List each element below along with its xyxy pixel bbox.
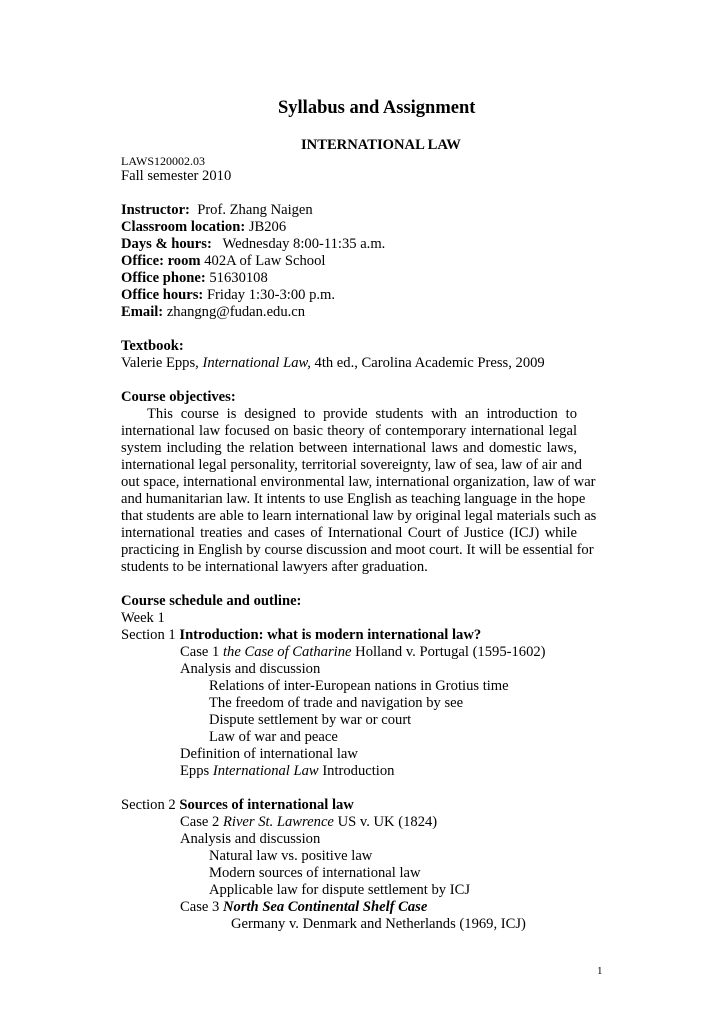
case-2-name: River St. Lawrence bbox=[222, 814, 334, 830]
epps-reading-line bbox=[180, 763, 394, 780]
objectives-line-1: This course is designed to provide students with an introduction to bbox=[147, 406, 577, 422]
classroom-label: Classroom location: bbox=[121, 219, 246, 235]
instructor-value: Prof. Zhang Naigen bbox=[197, 202, 313, 218]
objectives-line-2: international law focused on basic theory of contemporary international legal bbox=[121, 423, 577, 439]
phone-line bbox=[121, 270, 268, 287]
schedule-heading: Course schedule and outline: bbox=[121, 593, 302, 609]
analysis-1-item: Relations of inter-European nations in Grotius time bbox=[209, 678, 509, 694]
case-3-line bbox=[180, 899, 427, 916]
case-3-parties: Germany v. Denmark and Netherlands (1969, ICJ) bbox=[231, 916, 526, 932]
objectives-line-4: international legal personality, territorial sovereignty, law of sea, law of air and bbox=[121, 457, 582, 473]
case-3-name: North Sea Continental Shelf Case bbox=[222, 899, 428, 915]
case-3-label: Case 3 bbox=[180, 899, 220, 915]
textbook-line bbox=[121, 355, 545, 372]
definition-line: Definition of international law bbox=[180, 746, 358, 762]
page-number: 1 bbox=[597, 965, 603, 977]
classroom-value: JB206 bbox=[248, 219, 287, 235]
case-1-name: the Case of Catharine bbox=[222, 644, 352, 660]
textbook-details: 4th ed., Carolina Academic Press, 2009 bbox=[314, 355, 545, 371]
objectives-line-7: that students are able to learn international law by original legal materials such as bbox=[121, 508, 597, 524]
office-hours-label: Office hours: bbox=[121, 287, 204, 303]
section-1-title: Introduction: what is modern international law? bbox=[179, 627, 482, 643]
case-1-parties: Holland v. Portugal (1595-1602) bbox=[355, 644, 546, 660]
course-code: LAWS120002.03 bbox=[121, 154, 206, 168]
days-value: Wednesday 8:00-11:35 a.m. bbox=[222, 236, 386, 252]
objectives-line-8: international treaties and cases of International Court of Justice (ICJ) while bbox=[121, 525, 577, 541]
textbook-author: Valerie Epps, bbox=[121, 355, 199, 371]
office-value: 402A of Law School bbox=[204, 253, 326, 269]
course-subtitle: INTERNATIONAL LAW bbox=[301, 137, 461, 153]
email-label: Email: bbox=[121, 304, 164, 320]
email-line bbox=[121, 304, 305, 321]
phone-label: Office phone: bbox=[121, 270, 206, 286]
days-line bbox=[121, 236, 385, 253]
phone-value: 51630108 bbox=[209, 270, 268, 286]
analysis-2-item: Natural law vs. positive law bbox=[209, 848, 373, 864]
analysis-1: Analysis and discussion bbox=[180, 661, 321, 677]
analysis-1-item: Law of war and peace bbox=[209, 729, 338, 745]
objectives-line-3: system including the relation between international laws and domestic laws, bbox=[121, 440, 577, 456]
office-line bbox=[121, 253, 325, 270]
epps-title: International Law bbox=[212, 763, 319, 779]
objectives-line-6: and humanitarian law. It intents to use English as teaching language in the hope bbox=[121, 491, 586, 507]
case-1-line bbox=[180, 644, 546, 661]
instructor-label: Instructor: bbox=[121, 202, 190, 218]
section-1-label: Section 1 bbox=[121, 627, 176, 643]
office-hours-line bbox=[121, 287, 335, 304]
case-2-parties: US v. UK (1824) bbox=[337, 814, 438, 830]
section-1-line bbox=[121, 627, 481, 644]
case-1-label: Case 1 bbox=[180, 644, 220, 660]
email-value[interactable]: zhangng@fudan.edu.cn bbox=[166, 304, 306, 320]
objectives-line-10: students to be international lawyers after graduation. bbox=[121, 559, 428, 575]
textbook-title: International Law, bbox=[202, 355, 311, 371]
instructor-line bbox=[121, 202, 313, 219]
page-title: Syllabus and Assignment bbox=[278, 98, 476, 118]
classroom-line bbox=[121, 219, 286, 236]
office-hours-value: Friday 1:30-3:00 p.m. bbox=[206, 287, 336, 303]
analysis-1-item: Dispute settlement by war or court bbox=[209, 712, 412, 728]
analysis-2: Analysis and discussion bbox=[180, 831, 321, 847]
case-2-label: Case 2 bbox=[180, 814, 220, 830]
epps-author: Epps bbox=[180, 763, 210, 779]
objectives-heading: Course objectives: bbox=[121, 389, 236, 405]
semester: Fall semester 2010 bbox=[121, 168, 232, 184]
days-label: Days & hours: bbox=[121, 236, 212, 252]
analysis-2-item: Applicable law for dispute settlement by ICJ bbox=[209, 882, 471, 898]
section-2-line bbox=[121, 797, 354, 814]
epps-chapter: Introduction bbox=[322, 763, 395, 779]
week-label: Week 1 bbox=[121, 610, 165, 626]
office-label: Office: room bbox=[121, 253, 201, 269]
textbook-heading: Textbook: bbox=[121, 338, 184, 354]
section-2-label: Section 2 bbox=[121, 797, 176, 813]
case-2-line bbox=[180, 814, 437, 831]
analysis-1-item: The freedom of trade and navigation by see bbox=[209, 695, 464, 711]
objectives-line-5: out space, international environmental law, international organization, law of war bbox=[121, 474, 596, 490]
analysis-2-item: Modern sources of international law bbox=[209, 865, 421, 881]
section-2-title: Sources of international law bbox=[179, 797, 354, 813]
objectives-line-9: practicing in English by course discussion and moot court. It will be essential for bbox=[121, 542, 594, 558]
